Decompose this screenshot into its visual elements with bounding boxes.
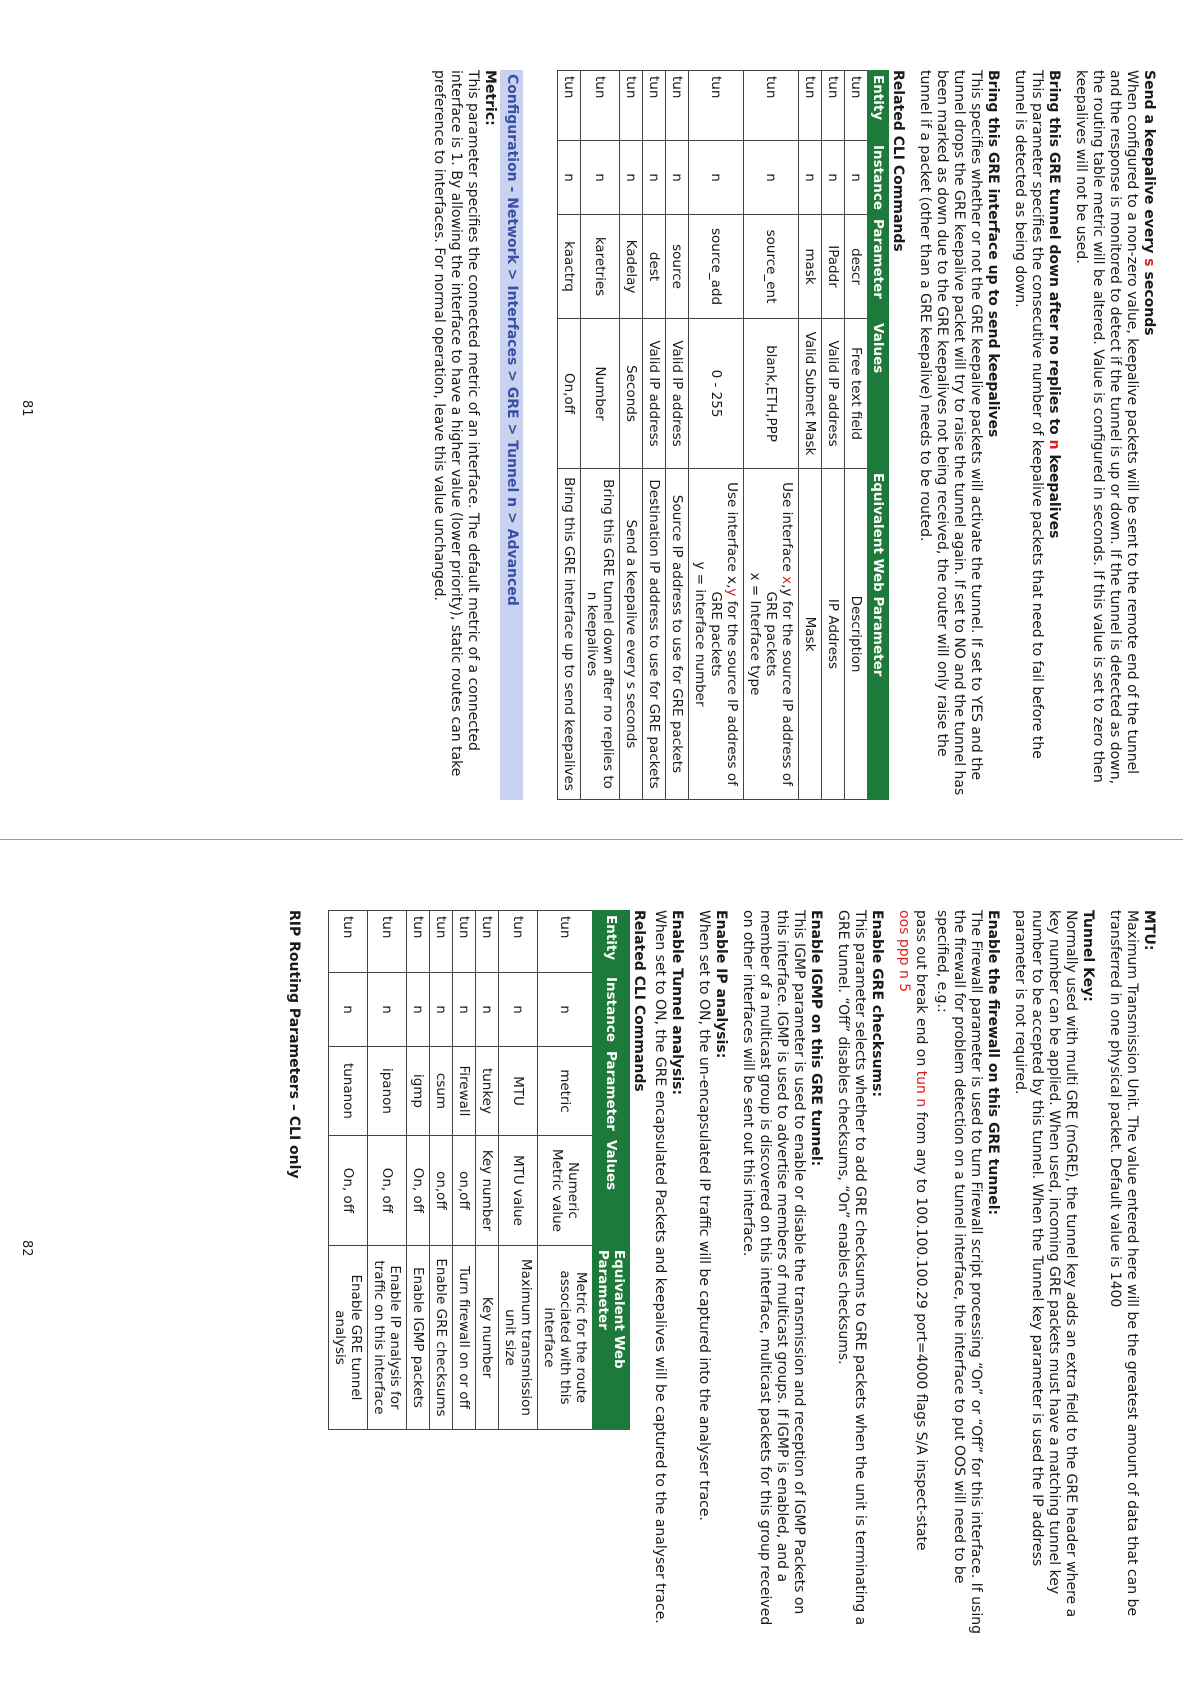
mtu-heading: MTU: [1141,910,1157,951]
table-row [476,911,499,1430]
table-cell: Number [581,319,620,469]
table-cell: IP Address [822,469,845,800]
table-cell: n [845,141,868,215]
page-number: 82 [19,1240,34,1257]
col-header: Values [868,319,889,469]
igmp-heading: Enable IGMP on this GRE tunnel: [808,910,824,1167]
table-cell: tun [666,71,689,141]
page-81-content [0,0,1183,840]
table-cell: Enable GRE tunnel analysis [329,1245,368,1429]
table-row [822,71,845,800]
tunnel-analysis-heading: Enable Tunnel analysis: [669,910,685,1096]
table-cell: IPaddr [822,215,845,319]
table-cell: 0 - 255 [689,319,744,469]
firewall-text: The Firewall parameter is used to turn Firewall script processing “On” or “Off” for this interface. If using the firewall for problem detection on a tunnel interface, the interface to put OOS will need to be specified, e.g.: [934,910,984,1634]
table-cell: tun [476,911,499,973]
rip-heading: RIP Routing Parameters – CLI only [286,910,302,1179]
cli-heading: Related CLI Commands [631,910,647,1092]
table-cell: dest [643,215,666,319]
table-cell: Send a keepalive every s seconds [620,469,643,800]
table-cell: Source IP address to use for GRE packets [666,469,689,800]
table-cell: source_ent [744,215,799,319]
table-cell: tunanon [329,1047,368,1136]
table-row [453,911,476,1430]
table-row [368,911,407,1430]
table-cell: Valid IP address [643,319,666,469]
table-cell: Use interface x,y for the source IP address of GRE packets y = interface number [689,469,744,800]
table-cell: tun [453,911,476,973]
table-cell: n [453,973,476,1047]
table-cell: On, off [407,1135,430,1245]
table-cell: n [538,973,593,1047]
table-cell: tun [643,71,666,141]
mtu-text: Maximum Transmission Unit. The value entered here will be the greatest amount of data that can be transferred in one physical packet. Default value is 1400 [1107,910,1140,1617]
table-row [430,911,453,1430]
table-cell: Maximum transmission unit size [499,1245,538,1429]
page-82 [0,840,1183,1680]
table-row [744,71,799,800]
table-row [620,71,643,800]
retries-text: This parameter specifies the consecutive number of keepalive packets that need to fail before the tunnel is detected as being down. [1012,70,1045,759]
table-cell: On, off [329,1135,368,1245]
ip-analysis-text: When set to ON, the un-encapsulated IP traffic will be captured into the analyser trace. [696,910,712,1521]
table-cell: igmp [407,1047,430,1136]
table-cell: Key number [476,1135,499,1245]
table-cell: n [666,141,689,215]
table-cell: csum [430,1047,453,1136]
col-header: Parameter [868,215,889,319]
col-header: Equivalent Web Parameter [593,1245,630,1429]
table-cell: kaactrq [558,215,581,319]
table-cell: n [689,141,744,215]
retries-heading: Bring this GRE tunnel down after no replies to n keepalives [1046,70,1062,539]
table-cell: tun [822,71,845,141]
table-row [666,71,689,800]
cli-table [557,70,889,800]
table-cell: tun [538,911,593,973]
page-number: 81 [19,400,34,417]
table-cell: Description [845,469,868,800]
table-cell: n [558,141,581,215]
table-cell: tun [744,71,799,141]
config-path-band: Configuration - Network > Interfaces > GRE > Tunnel n > Advanced [500,70,523,800]
table-cell: tun [499,911,538,973]
table-cell: Valid IP address [666,319,689,469]
firewall-heading: Enable the firewall on this GRE tunnel: [985,910,1001,1216]
table-cell: Bring this GRE interface up to send keepalives [558,469,581,800]
table-cell: metric [538,1047,593,1136]
table-row [538,911,593,1430]
table-cell: Free text field [845,319,868,469]
table-cell: n [643,141,666,215]
table-cell: tun [799,71,822,141]
tunnel-key-heading: Tunnel Key: [1080,910,1096,1002]
keepalive-activate-heading: Bring this GRE interface up to send keepalives [985,70,1001,438]
col-header: Instance [593,973,630,1047]
table-cell: mask [799,215,822,319]
table-cell: Destination IP address to use for GRE packets [643,469,666,800]
table-cell: descr [845,215,868,319]
col-header: Equivalent Web Parameter [868,469,889,800]
table-cell: source [666,215,689,319]
metric-heading: Metric: [482,70,498,126]
table-cell: Numeric Metric value [538,1135,593,1245]
table-cell: n [430,973,453,1047]
table-cell: Kadelay [620,215,643,319]
page-81 [0,0,1183,840]
table-cell: n [368,973,407,1047]
table-cell: n [744,141,799,215]
table-cell: tun [368,911,407,973]
table-cell: n [822,141,845,215]
table-cell: Mask [799,469,822,800]
tunnel-analysis-text: When set to ON, the GRE encapsulated Packets and keepalives will be captured to the analyser trace. [652,910,668,1624]
table-cell: tunkey [476,1047,499,1136]
col-header: Parameter [593,1047,630,1136]
table-header-row [593,911,630,1430]
table-cell: MTU value [499,1135,538,1245]
table-cell: tun [689,71,744,141]
table-cell: Seconds [620,319,643,469]
ip-analysis-heading: Enable IP analysis: [713,910,729,1059]
table-row [499,911,538,1430]
table-row [845,71,868,800]
table-cell: n [581,141,620,215]
firewall-example: pass out break end on tun n from any to 100.100.100.29 port=4000 flags S/A inspect-state oos ppp n 5 [896,910,929,1551]
table-cell: On,off [558,319,581,469]
table-cell: n [799,141,822,215]
table-row [799,71,822,800]
keepalive-heading: Send a keepalive every s seconds [1141,70,1157,336]
col-header: Instance [868,141,889,215]
tunnel-key-text: Normally used with multi GRE (mGRE), the tunnel key adds an extra field to the GRE header where a key number can be applied. When used, incoming GRE packets must have a matching tunnel key number to be accepted by this tunnel. When the Tunnel key parameter is used the IP address parameter is not required. [1012,910,1079,1618]
cli-table [328,910,630,1430]
table-cell: tun [845,71,868,141]
table-row [581,71,620,800]
table-cell: tun [329,911,368,973]
table-cell: Bring this GRE tunnel down after no replies to n keepalives [581,469,620,800]
metric-text: This parameter specifies the connected metric of an interface. The default metric of a connected interface is 1. By allowing the interface to have a higher value (lower priority), static routes can take preference to interfaces. For normal operation, leave this value unchanged. [431,70,481,777]
table-row [689,71,744,800]
table-cell: Valid Subnet Mask [799,319,822,469]
col-header: Entity [868,71,889,141]
table-row [407,911,430,1430]
table-cell: on,off [453,1135,476,1245]
table-cell: Enable IP analysis for traffic on this interface [368,1245,407,1429]
table-header-row [868,71,889,800]
table-cell: tun [581,71,620,141]
keepalive-text: When configured to a non-zero value, keepalive packets will be sent to the remote end of the tunnel and the response is monitored to detect if the tunnel is up or down. If the tunnel is detected as down, the routing table metric will be altered. Value is configured in seconds. If this value is set to zero then keepalives will not be used. [1073,70,1140,785]
table-cell: Use interface x,y for the source IP address of GRE packets x = Interface type [744,469,799,800]
col-header: Values [593,1135,630,1245]
checksum-heading: Enable GRE checksums: [869,910,885,1098]
table-cell: MTU [499,1047,538,1136]
table-cell: on,off [430,1135,453,1245]
table-cell: n [620,141,643,215]
table-row [643,71,666,800]
table-cell: blank,ETH,PPP [744,319,799,469]
cli-heading: Related CLI Commands [890,70,906,252]
table-row [329,911,368,1430]
table-cell: tun [558,71,581,141]
table-cell: n [499,973,538,1047]
table-cell: Turn firewall on or off [453,1245,476,1429]
table-cell: n [407,973,430,1047]
table-cell: source_add [689,215,744,319]
table-cell: ipanon [368,1047,407,1136]
page-82-content [0,840,1183,1680]
table-cell: Firewall [453,1047,476,1136]
igmp-text: This IGMP parameter is used to enable or disable the transmission and reception of IGMP Packets on this interface. IGMP is used to advertise members of multicast groups. If IGMP is enabled, and a member of a multicast group is discovered on this interface, multicast packets for this group received on other interfaces will be sent out this interface. [740,910,807,1626]
keepalive-activate-text: This specifies whether or not the GRE keepalive packets will activate the tunnel. If set to YES and the tunnel drops the GRE keepalive packet will try to raise the tunnel again. If set to NO and the tunnel has been marked as down due to the GRE keepalives not being received, the router will only raise the tunnel if a packet (other than a GRE keepalive) needs to be routed. [917,70,984,796]
table-cell: Enable IGMP packets [407,1245,430,1429]
table-cell: n [329,973,368,1047]
table-cell: Key number [476,1245,499,1429]
table-cell: n [476,973,499,1047]
table-row [558,71,581,800]
table-cell: tun [430,911,453,973]
col-header: Entity [593,911,630,973]
table-cell: On, off [368,1135,407,1245]
table-cell: Valid IP address [822,319,845,469]
table-cell: karetries [581,215,620,319]
table-cell: tun [407,911,430,973]
table-cell: Metric for the route associated with this interface [538,1245,593,1429]
checksum-text: This parameter selects whether to add GRE checksums to GRE packets when the unit is terminating a GRE tunnel. “Off” disables checksums, “On” enables checksums. [835,910,868,1626]
table-cell: Enable GRE checksums [430,1245,453,1429]
table-cell: tun [620,71,643,141]
